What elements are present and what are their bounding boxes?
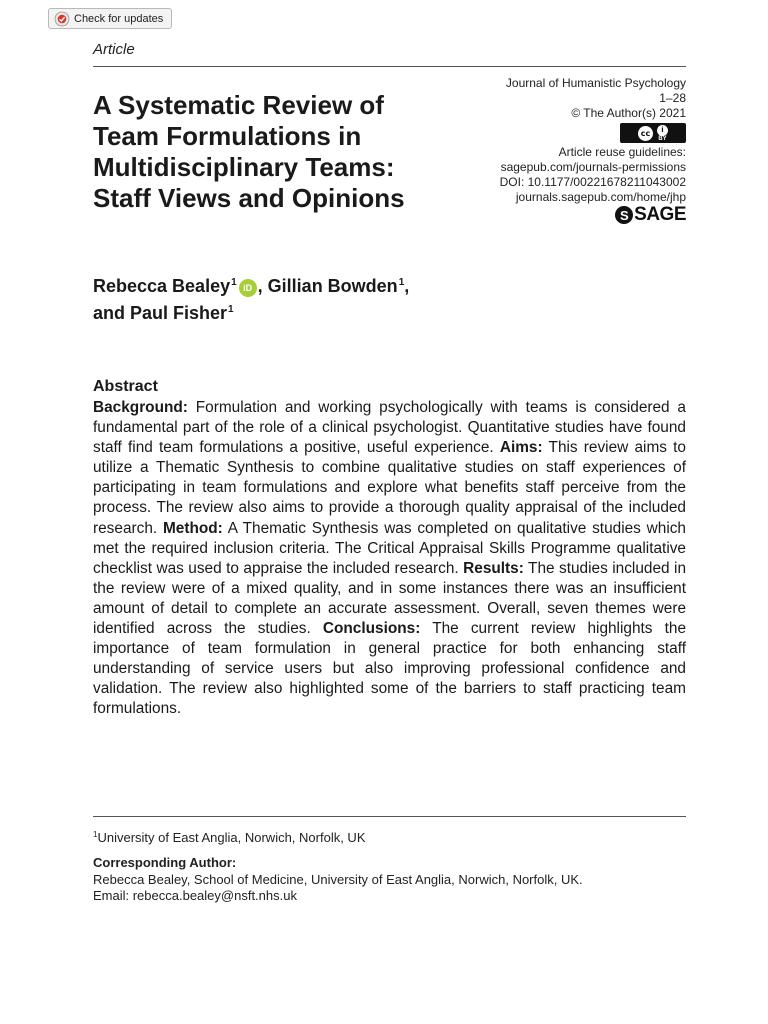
attribution-group	[657, 125, 668, 142]
journal-home-link[interactable]: journals.sagepub.com/home/jhp	[515, 190, 686, 204]
journal-name: Journal of Humanistic Psychology	[505, 76, 686, 90]
reuse-label: Article reuse guidelines:	[558, 145, 686, 159]
affiliation-footnote	[93, 827, 366, 846]
abstract-text: A Thematic Synthesis was completed on qualitative studies which met the required inclusion criteria. The Critical Appraisal Skills Programme qualitative checklist was used to appraise the included research.	[93, 519, 686, 577]
update-check-icon	[54, 11, 70, 27]
article-title	[93, 90, 473, 214]
creative-commons-badge[interactable]	[620, 123, 686, 143]
abstract-text: The current review highlights the importance of team formulation in general practice for both enhancing staff understanding of service users but also improving professional confidence and validation. The review also highlighted some of the barriers to staff practicing team formulations.	[93, 620, 687, 718]
abstract-heading: Abstract	[93, 378, 158, 395]
page-range: 1–28	[659, 91, 686, 105]
abstract-section-label: Conclusions:	[322, 620, 421, 638]
cc-icon: cc	[638, 126, 653, 141]
affiliation-marker: 1	[93, 830, 98, 839]
affiliation-marker: 1	[398, 277, 405, 288]
sage-wordmark: SAGE	[634, 204, 686, 225]
check-for-updates-button[interactable]	[48, 8, 172, 29]
author-separator: ,	[404, 276, 410, 296]
abstract-text: The studies included in the review were of a mixed quality, and in some instances there was an insufficient amount of detail to complete an accurate assessment. Overall, seven themes were identified across the studies.	[93, 559, 686, 638]
abstract-body	[93, 398, 686, 720]
affiliation-text: University of East Anglia, Norwich, Norfolk, UK	[97, 830, 366, 845]
corresponding-author-address: Rebecca Bealey, School of Medicine, University of East Anglia, Norwich, Norfolk, UK.	[93, 871, 583, 887]
journal-info	[426, 76, 686, 121]
author-list	[93, 271, 593, 325]
title-line: A Systematic Review of	[93, 90, 384, 120]
section-label: Article	[93, 41, 135, 58]
header-divider	[93, 66, 686, 67]
check-for-updates-label: Check for updates	[74, 12, 164, 25]
abstract-section-label: Background:	[93, 399, 188, 416]
author-name: Paul Fisher	[130, 303, 228, 323]
abstract-text: Formulation and working psychologically with teams is considered a fundamental part of the role of a clinical psychologist. Quantitative studies have found staff find team formulations a positive, useful experience.	[93, 399, 686, 457]
abstract-section-label: Method:	[162, 519, 223, 537]
abstract-text: This review aims to utilize a Thematic Synthesis to combine qualitative studies on staff experiences of participating in team formulations and explore what benefits staff perceive from the process. The review also aims to provide a thorough quality appraisal of the included research.	[93, 439, 686, 537]
copyright: © The Author(s) 2021	[571, 106, 686, 120]
attribution-icon: i	[657, 125, 668, 136]
doi[interactable]: DOI: 10.1177/00221678211043002	[499, 175, 686, 189]
corresponding-author	[93, 855, 583, 905]
title-line: Team Formulations in	[93, 121, 362, 151]
abstract-section-label: Results:	[463, 559, 524, 577]
by-label: BY	[658, 135, 667, 142]
author-conjunction: and	[93, 303, 131, 323]
reuse-info	[426, 145, 686, 205]
author-separator: ,	[257, 276, 268, 296]
corresponding-author-email[interactable]: Email: rebecca.bealey@nsft.nhs.uk	[93, 888, 297, 903]
author-name: Rebecca Bealey	[93, 276, 231, 296]
permissions-link[interactable]: sagepub.com/journals-permissions	[500, 160, 686, 174]
footnote-divider	[93, 816, 686, 817]
corresponding-author-heading: Corresponding Author:	[93, 855, 237, 870]
sage-logo	[615, 204, 686, 226]
affiliation-marker: 1	[228, 304, 234, 315]
author-name: Gillian Bowden	[267, 276, 398, 296]
affiliation-marker: 1	[231, 277, 237, 288]
abstract-section-label: Aims:	[499, 439, 543, 457]
title-line: Multidisciplinary Teams:	[93, 152, 395, 182]
title-line: Staff Views and Opinions	[93, 183, 405, 213]
orcid-icon[interactable]: iD	[239, 279, 257, 297]
sage-circle-icon: S	[615, 206, 633, 224]
